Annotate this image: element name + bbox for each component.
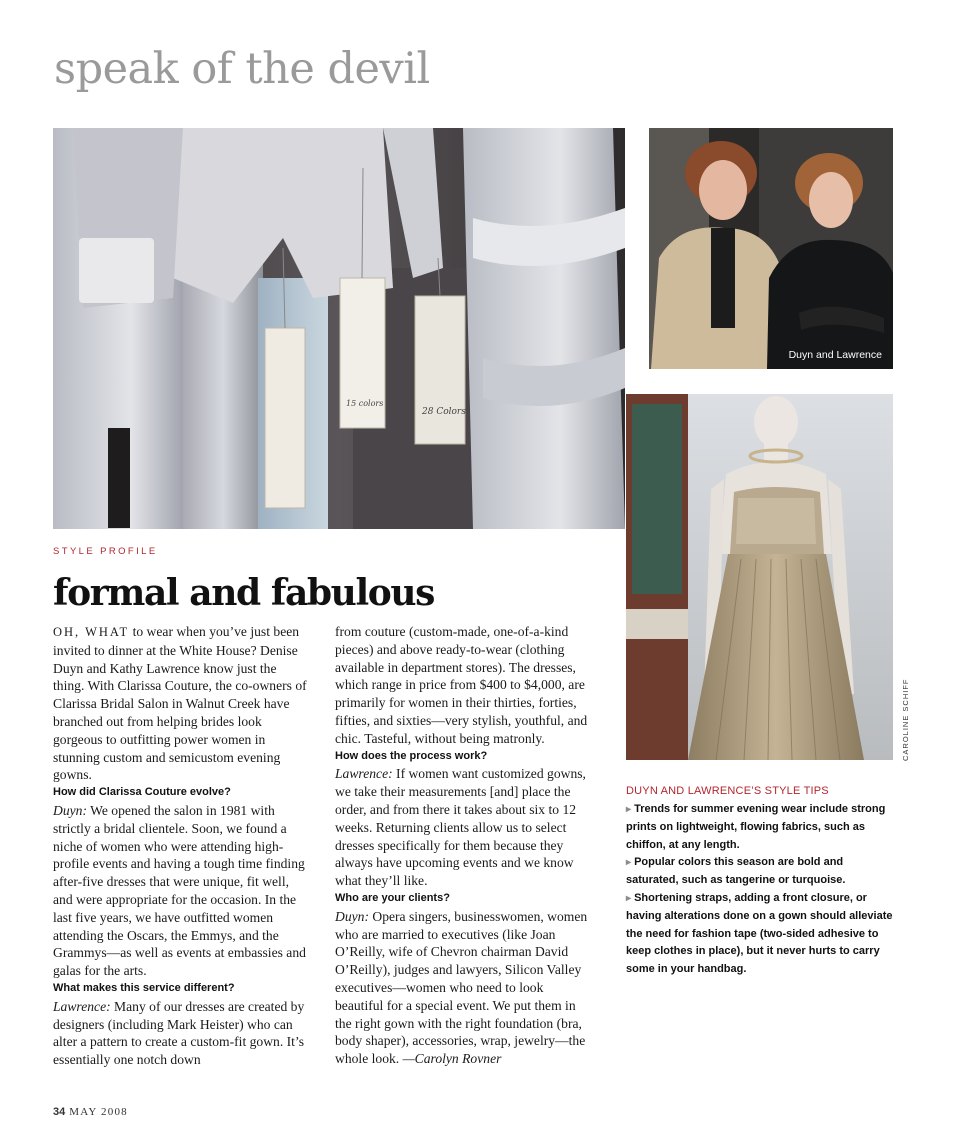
article-column-2 — [335, 623, 593, 1068]
gown-photo — [626, 394, 893, 760]
tip-text: Trends for summer evening wear include strong prints on lightweight, flowing fabrics, such as chiffon, at any length. — [626, 803, 886, 851]
tip-item — [626, 890, 896, 979]
bullet-triangle-icon: ▸ — [626, 857, 632, 869]
lead-caps: OH, WHAT — [53, 625, 130, 639]
speaker: Lawrence: — [335, 766, 393, 782]
tip-text: Popular colors this season are bold and saturated, such as tangerine or turquoise. — [626, 856, 846, 887]
answer-text: If women want customized gowns, we take their measurements [and] place the order, and from there it takes about six to 12 weeks. Returning clients allow us to select dresses specifically for them because they always have upcoming events and we know what they’ll like. — [335, 766, 586, 889]
answer-2 — [53, 998, 311, 1069]
answer-text: Many of our dresses are created by designers (including Mark Heister) who can alter a pattern to create a custom-fit gown. It’s essentially one notch down — [53, 998, 305, 1068]
question-2: What makes this service different? — [53, 981, 235, 994]
issue-date: MAY 2008 — [69, 1106, 128, 1118]
headline: formal and fabulous — [53, 572, 434, 614]
lead-paragraph — [53, 623, 311, 784]
speaker: Duyn: — [335, 908, 369, 924]
answer-3 — [335, 765, 593, 890]
bullet-triangle-icon: ▸ — [626, 804, 632, 815]
photo-caption: Duyn and Lawrence — [788, 349, 882, 361]
portrait-photo — [649, 128, 893, 369]
tip-text: Shortening straps, adding a front closure, or having alterations done on a gown should alleviate the need for fashion tape (two-sided adhesive to keep clothes in place), but it never hurts to carry some in your handbag. — [626, 891, 893, 976]
answer-text: Opera singers, businesswomen, women who are married to executives (like Joan O’Reilly, wife of Chevron chairman David O’Reilly), judges and lawyers, Silicon Valley executives—women who need to look beautiful for a special event. We put them in the right gown with the right foundation (bra, body shaper), accessories, wrap, jewelry—the whole look. — [335, 908, 588, 1067]
question-4: Who are your clients? — [335, 891, 450, 904]
lead-text: to wear when you’ve just been invited to dinner at the White House? Denise Duyn and Kathy Lawrence know just the thing. With Clarissa Couture, the co-owners of Clarissa Bridal Salon in Walnut Creek have branched out from helping brides look gorgeous to outfitting power women in stunning custom and semicustom evening gowns. — [53, 624, 307, 783]
byline: —Carolyn Rovner — [402, 1051, 502, 1067]
article-column-1 — [53, 623, 311, 1069]
question-1: How did Clarissa Couture evolve? — [53, 786, 231, 799]
folio — [53, 1106, 128, 1118]
garments-photo — [53, 128, 625, 529]
answer-text: We opened the salon in 1981 with strictly a bridal clientele. Soon, we found a niche of women who were attending high-profile events and having a tough time finding after-five dresses that were unique, fit well, and were appropriate for the occasion. In the last five years, we have outfitted women attending the Oscars, the Emmys, and the Grammys—as well as events at embassies and galas for the arts. — [53, 802, 306, 979]
speaker: Duyn: — [53, 802, 87, 818]
tip-item — [626, 801, 896, 854]
answer-1 — [53, 802, 311, 980]
tips-list — [626, 801, 896, 979]
kicker: STYLE PROFILE — [53, 546, 158, 557]
tag-text-1: 28 Colors — [422, 407, 466, 417]
tag-text-2: 15 colors — [346, 399, 384, 408]
question-3: How does the process work? — [335, 749, 488, 762]
bullet-triangle-icon: ▸ — [626, 892, 632, 904]
answer-4 — [335, 908, 593, 1068]
continued-paragraph: from couture (custom-made, one-of-a-kind pieces) and above ready-to-wear (clothing available in department stores). The dresses, which range in price from $400 to $4,000, are primarily for women in their thirties, forties, fifties, and sixties—very stylish, youthful, and chic. Tasteful, without being matronly. — [335, 624, 588, 746]
section-title: speak of the devil — [54, 44, 430, 94]
tips-heading: DUYN AND LAWRENCE’S STYLE TIPS — [626, 785, 829, 797]
tip-item — [626, 854, 896, 890]
photo-credit: CAROLINE SCHIFF — [901, 678, 910, 761]
speaker: Lawrence: — [53, 998, 111, 1014]
page-number: 34 — [53, 1106, 66, 1118]
